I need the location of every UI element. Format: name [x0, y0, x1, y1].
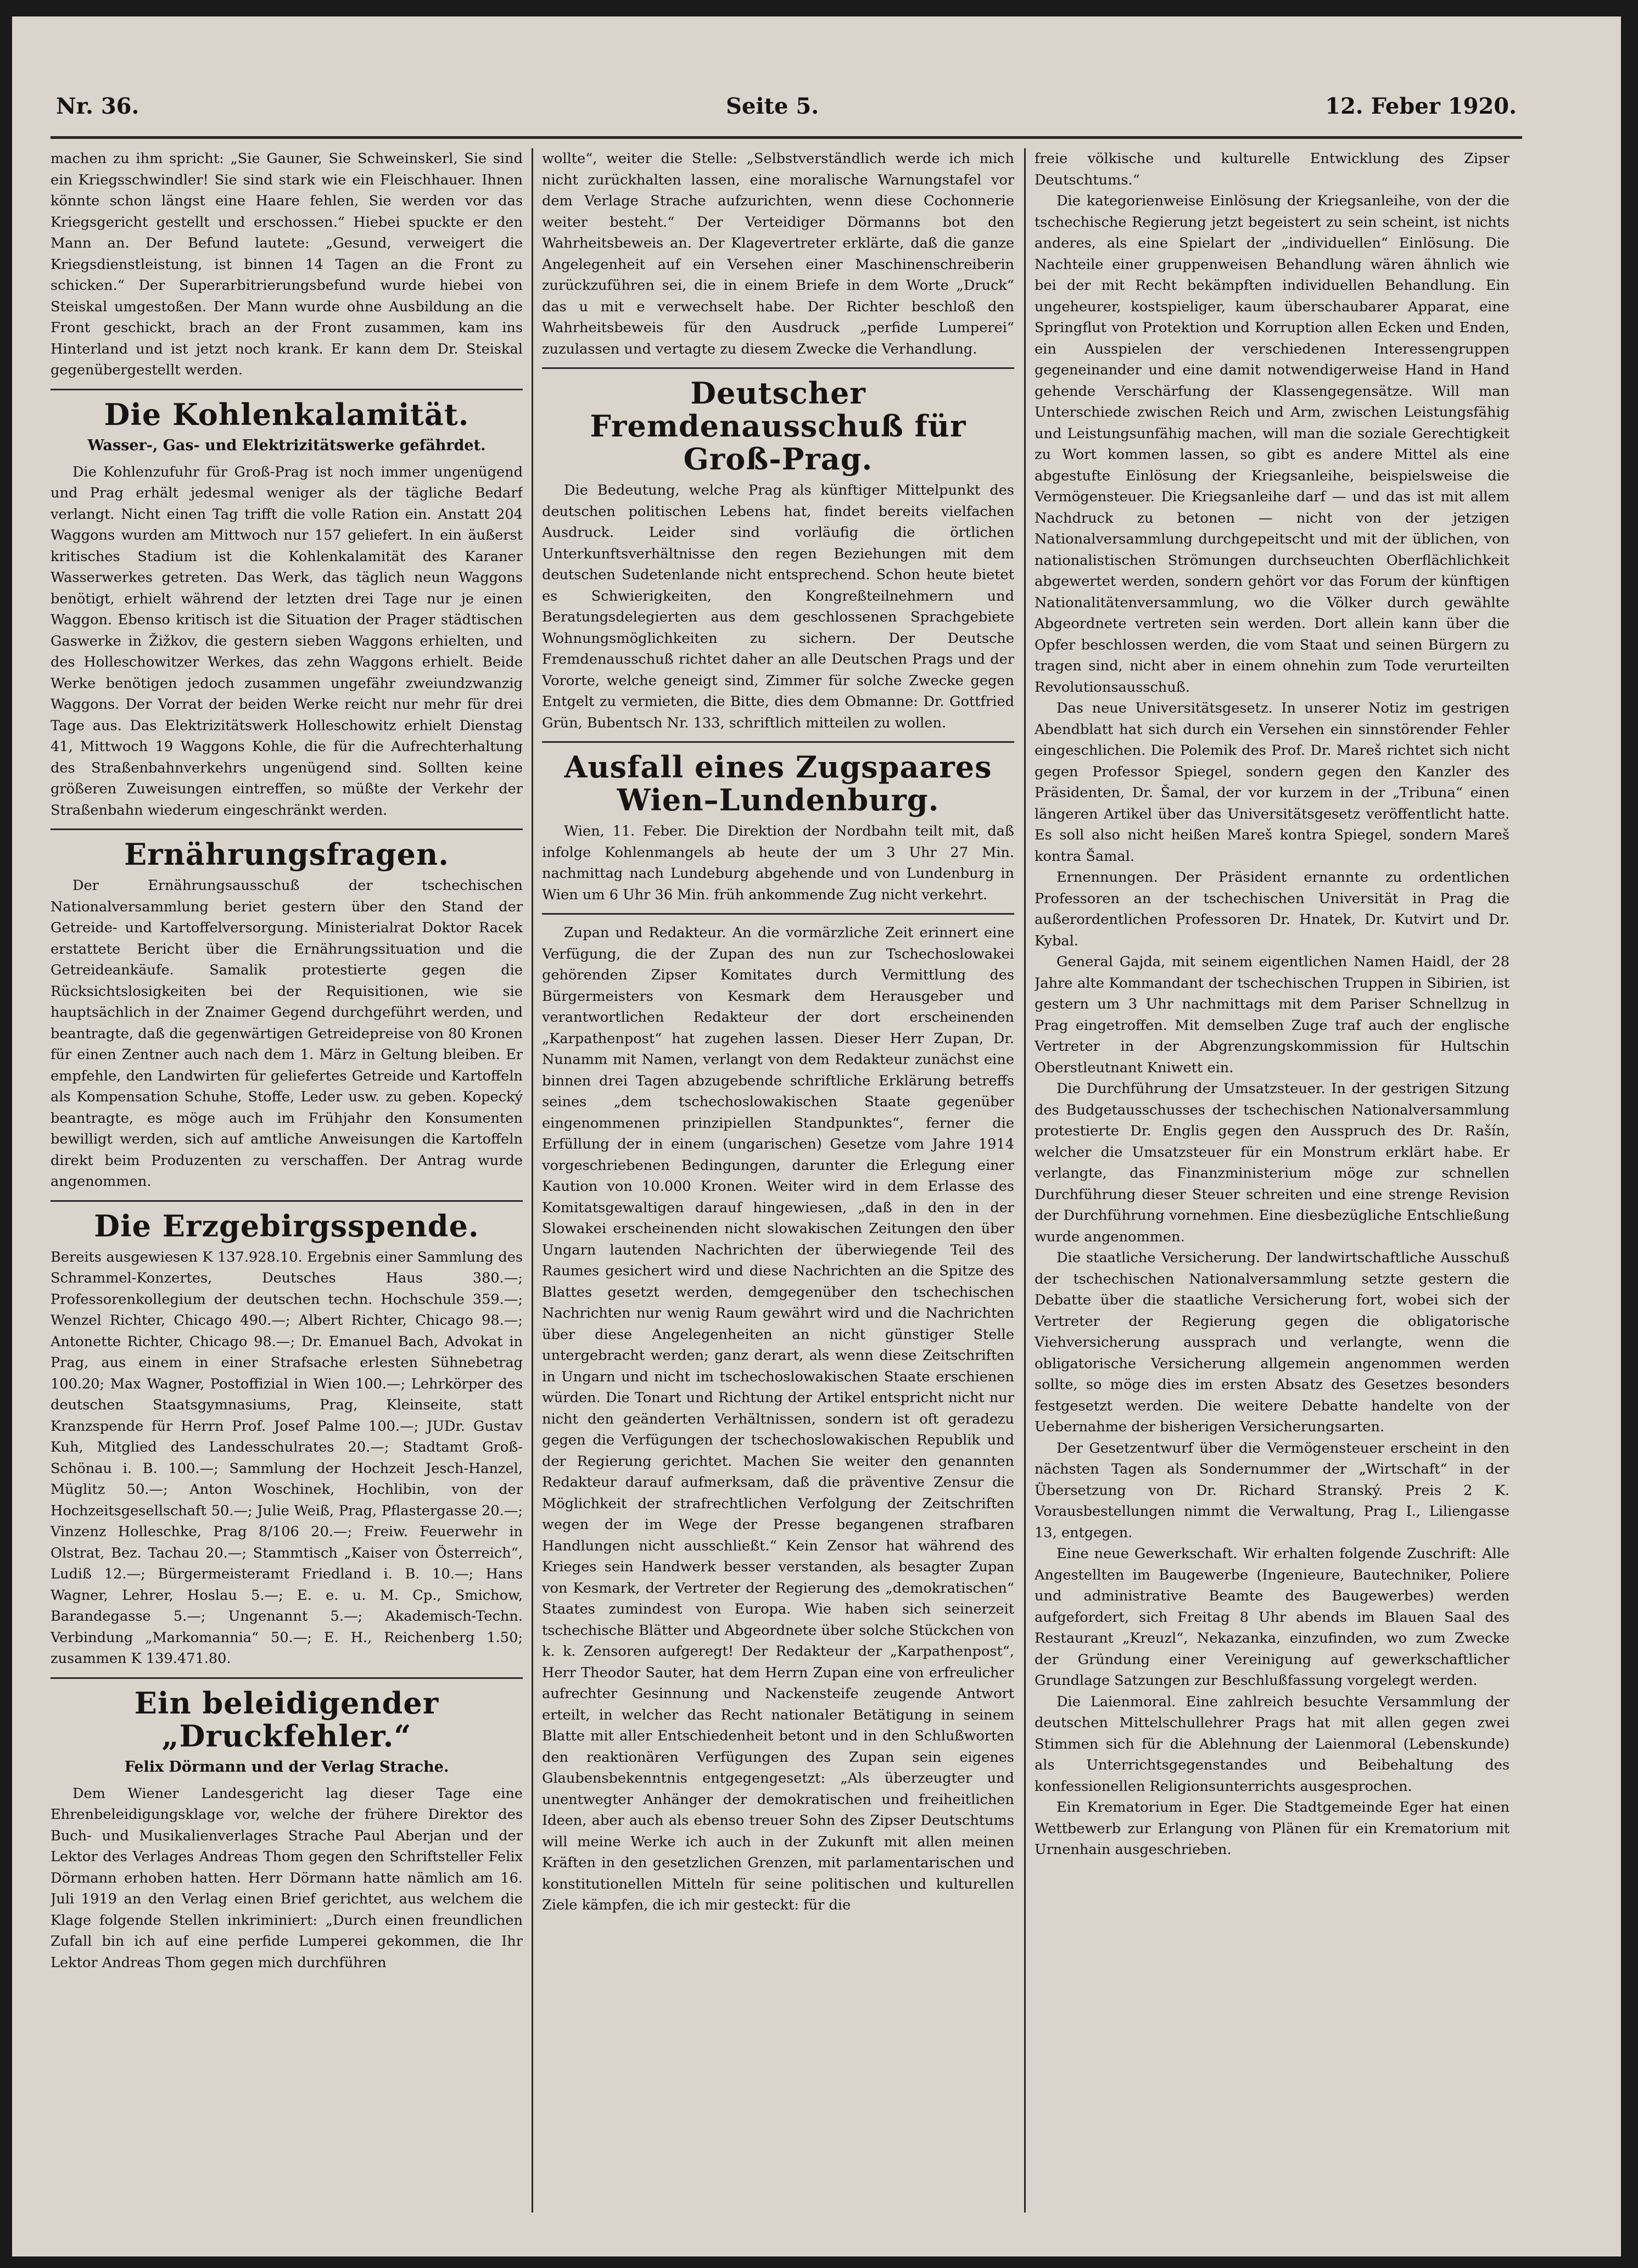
article-separator [51, 1200, 523, 1202]
article-separator [542, 741, 1014, 743]
column-3 [1035, 148, 1510, 2229]
article-separator [51, 828, 523, 830]
article-subheadline: Felix Dörmann und der Verlag Strache. [124, 1758, 449, 1776]
article-continuation: freie völkische und kulturelle Entwicklung des Zipser Deutschtums.“ [1035, 150, 1510, 188]
article-headline: Ernährungsfragen. [124, 837, 450, 872]
column-2 [542, 148, 1014, 2229]
article-body: Wien, 11. Feber. Die Direktion der Nordbahn teilt mit, daß infolge Kohlenmangels ab heute der um 3 Uhr 27 Min. nachmittag nach Lundeburg abgehende und von Lundenburg in Wien um 6 Uhr 36 Min. früh ankommende Zug nicht verkehrt. [542, 823, 1014, 903]
article-body: Die Kohlenzufuhr für Groß-Prag ist noch immer ungenügend und Prag erhält jedesmal weniger als der tägliche Bedarf verlangt. Nicht einen Tag trifft die volle Ration ein. Anstatt 204 Waggons wurden am Mittwoch nur 157 geliefert. In ein äußerst kritisches Stadium ist die Kohlenkalamität des Karaner Wasserwerkes getreten. Das Werk, das täglich neun Waggons benötigt, erhielt während der letzten drei Tage nur je einen Waggon. Ebenso kritisch ist die Situation der Prager städtischen Gaswerke in Žižkov, die gestern sieben Waggons erhielten, und des Holleschowitzer Werkes, das zehn Waggons erhielt. Beide Werke benötigen jedoch zusammen ungefähr zweiundzwanzig Waggons. Der Vorrat der beiden Werke reicht nur mehr für drei Tage aus. Das Elektrizitätswerk Holleschowitz erhielt Dienstag 41, Mittwoch 19 Waggons Kohle, die für die Aufrechterhaltung des Straßenbahnverkehrs ungenügend sind. Sollten keine größeren Zuweisungen eintreffen, so müßte der Verkehr der Straßenbahn wiederum eingeschränkt werden. [51, 463, 523, 819]
article-separator [51, 1677, 523, 1679]
article-body: Zupan und Redakteur. An die vormärzliche Zeit erinnert eine Verfügung, die der Zupan des nun zur Tschechoslowakei gehörenden Zipser Komitates durch Vermittlung des Bürgermeisters von Kesmark dem Herausgeber und verantwortlichen Redakteur der dort erscheinenden „Karpathenpost“ hat zugehen lassen. Dieser Herr Zupan, Dr. Nunamm mit Namen, verlangt von dem Redakteur zunächst eine binnen drei Tagen abzugebende schriftliche Erklärung betreffs seines „dem tschechoslowakischen Staate gegenüber eingenommenen prinzipiellen Standpunktes“, ferner die Erfüllung der in einem (ungarischen) Gesetze vom Jahre 1914 vorgeschriebenen Bedingungen, darunter die Erlegung einer Kaution von 10.000 Kronen. Weiter wird in dem Erlasse des Komitatsgewaltigen darauf hingewiesen, „daß in den in der Slowakei erscheinenden nicht slowakischen Zeitungen den über Ungarn lautenden Nachrichten der überwiegende Teil des Raumes gesichert wird und diese Nachrichten an die Spitze des Blattes gesetzt werden, demgegenüber den tschechischen Nachrichten nur wenig Raum gewährt wird und die Nachrichten über diese Angelegenheiten an nicht günstiger Stelle untergebracht werden; ganz derart, als wenn diese Zeitschriften in Ungarn und nicht im tschechoslowakischen Staate erschienen würden. Die Tonart und Richtung der Artikel entspricht nicht nur nicht den geänderten Verhältnissen, sondern ist oft geradezu gegen die Verfügungen der tschechoslowakischen Republik und der Regierung gerichtet. Machen Sie weiter den genannten Redakteur darauf aufmerksam, daß die präventive Zensur die Möglichkeit der strafrechtlichen Verfolgung der Zeitschriften wegen der im Wege der Presse begangenen strafbaren Handlungen nicht ausschließt.“ Kein Zensor hat während des Krieges sein Handwerk besser verstanden, als besagter Zupan von Kesmark, der Vertreter der Regierung des „demokratischen“ Staates zumindest von Europa. Wie haben sich seinerzeit tschechische Blätter und Abgeordnete über solche Stückchen von k. k. Zensoren aufgeregt! Der Redakteur der „Karpathenpost“, Herr Theodor Sauter, hat dem Herrn Zupan eine von erfreulicher aufrechter Gesinnung und Nackensteife zeugende Antwort erteilt, in welcher das Recht nationaler Betätigung in seinem Blatte mit aller Entschiedenheit betont und in den Schlußworten den reaktionären Verfügungen des Zupan sein eigenes Glaubensbekenntnis entgegengesetzt: „Als überzeugter und unentwegter Anhänger der demokratischen und freiheitlichen Ideen, aber auch als ebenso treuer Sohn des Zipser Deutschtums will meine Werke ich auch in der Zukunft mit allen meinen Kräften in den gesetzlichen Grenzen, mit parlamentarischen und konstitutionellen Mitteln für seine politischen und kulturellen Ziele kämpfen, die ich mir gesteckt: für die [542, 925, 1014, 1913]
article-subheadline: Wasser-, Gas- und Elektrizitätswerke gefährdet. [87, 436, 486, 454]
article-separator [542, 913, 1014, 915]
issue-date: 12. Feber 1920. [1325, 93, 1517, 119]
article-headline: Ein beleidigender „Druckfehler.“ [134, 1685, 439, 1754]
article-body: Der Ernährungsausschuß der tschechischen Nationalversammlung beriet gestern über den Stand der Getreide- und Kartoffelversorgung. Ministerialrat Doktor Racek erstattete Bericht über die Ernährungssituation und die Getreideankäufe. Samalik protestierte gegen die Rücksichtslosigkeiten bei der Requisitionen, wie sie hauptsächlich in der Znaimer Gegend durchgeführt werden, und beantragte, daß die gegenwärtigen Getreidepreise von 80 Kronen für einen Zentner auch nach dem 1. März in Geltung bleiben. Er empfehle, den Landwirten für geliefertes Getreide und Kartoffeln als Kompensation Schuhe, Stoffe, Leder usw. zu geben. Kopecký beantragte, es möge auch im Frühjahr den Konsumenten bewilligt werden, sich auf amtliche Anweisungen die Kartoffeln direkt beim Produzenten zu verschaffen. Der Antrag wurde angenommen. [51, 877, 523, 1190]
news-item: Der Gesetzentwurf über die Vermögensteuer erscheint in den nächsten Tagen als Sondernummer der „Wirtschaft“ in der Übersetzung von Dr. Richard Stranský. Preis 2 K. Vorausbestellungen nimmt die Verwaltung, Prag I., Liliengasse 13, entgegen. [1035, 1440, 1510, 1541]
article-continuation: machen zu ihm spricht: „Sie Gauner, Sie Schweinskerl, Sie sind ein Kriegsschwindler! Sie sind stark wie ein Fleischhauer. Ihnen könnte schon längst eine Haare fehlen, Sie werden vor das Kriegsgericht gestellt und erschossen.“ Hiebei spuckte er den Mann an. Der Befund lautete: „Gesund, verweigert die Kriegsdienstleistung, ist binnen 14 Tagen an die Front zu schicken.“ Der Superarbitrierungsbefund wurde hiebei von Steiskal umgestoßen. Der Mann wurde ohne Ausbildung an die Front geschickt, brach an der Front zusammen, kam ins Hinterland und ist jetzt noch krank. Er kann dem Dr. Steiskal gegenübergestellt werden. [51, 150, 523, 378]
issue-number: Nr. 36. [56, 93, 139, 119]
column-1 [51, 148, 523, 2229]
newspaper-page [12, 16, 1621, 2256]
news-item: Die staatliche Versicherung. Der landwirtschaftliche Ausschuß der tschechischen Nationalversammlung setzte gestern die Debatte über die staatliche Versicherung fort, wobei sich der Vertreter der Regierung gegen die obligatorische Viehversicherung aussprach und verlangte, wenn die obligatorische Versicherung allgemein angenommen werden sollte, so möge dies im ersten Absatz des Gesetzes besonders festgesetzt werden. Die weitere Debatte handelte von der Uebernahme der bisherigen Versicherungsarten. [1035, 1250, 1510, 1435]
news-item: Die Durchführung der Umsatzsteuer. In der gestrigen Sitzung des Budgetausschusses der tschechischen Nationalversammlung protestierte Dr. Englis gegen den Ausspruch des Dr. Rašín, welcher die Umsatzsteuer für ein Monstrum erklärt habe. Er verlangte, das Finanzministerium möge zur schnellen Durchführung dieser Steuer schreiten und eine strenge Revision der Durchführung vornehmen. Eine diesbezügliche Entschließung wurde angenommen. [1035, 1080, 1510, 1245]
news-item: Ein Krematorium in Eger. Die Stadtgemeinde Eger hat einen Wettbewerb zur Erlangung von Plänen für ein Krematorium mit Urnenhain ausgeschrieben. [1035, 1799, 1510, 1858]
news-item: General Gajda, mit seinem eigentlichen Namen Haidl, der 28 Jahre alte Kommandant der tschechischen Truppen in Sibirien, ist gestern um 3 Uhr nachmittags mit dem Pariser Schnellzug in Prag eingetroffen. Mit demselben Zuge traf auch der englische Vertreter in der Abgrenzungskommission für Hultschin Oberstleutnant Kniwett ein. [1035, 954, 1510, 1076]
article-body: Dem Wiener Landesgericht lag dieser Tage eine Ehrenbeleidigungsklage vor, welche der frühere Direktor des Buch- und Musikalienverlages Strache Paul Aberjan und der Lektor des Verlages Andreas Thom gegen den Schriftsteller Felix Dörmann erhoben hatten. Herr Dörmann hatte nämlich am 16. Juli 1919 an den Verlag einen Brief gerichtet, aus welchem die Klage folgende Stellen inkriminiert: „Durch einen freundlichen Zufall bin ich auf eine perfide Lumperei gekommen, die Ihr Lektor Andreas Thom gegen mich durchführen [51, 1785, 523, 1971]
news-item: Die Laienmoral. Eine zahlreich besuchte Versammlung der deutschen Mittelschullehrer Prags hat mit allen gegen zwei Stimmen sich für die Ablehnung der Laienmoral (Lebenskunde) als Unterrichtsgegenstandes und Beibehaltung des konfessionellen Religionsunterrichts ausgesprochen. [1035, 1693, 1510, 1795]
page-number: Seite 5. [726, 93, 819, 119]
article-continuation: wollte“, weiter die Stelle: „Selbstverständlich werde ich mich nicht zurückhalten lassen, eine moralische Warnungstafel vor dem Verlage Strache aufzurichten, wenn diese Cochonnerie weiter besteht.“ Der Verteidiger Dörmanns bot den Wahrheitsbeweis an. Der Klagevertreter erklärte, daß die ganze Angelegenheit auf ein Versehen einer Maschinenschreiberin zurückzuführen sei, die in einem Briefe in dem Worte „Druck“ das u mit e verwechselt habe. Der Richter beschloß den Wahrheitsbeweis für den Ausdruck „perfide Lumperei“ zuzulassen und vertagte zu diesem Zwecke die Verhandlung. [542, 150, 1014, 357]
article-headline: Deutscher Fremdenausschuß für Groß-Prag. [590, 376, 966, 477]
news-item: Das neue Universitätsgesetz. In unserer Notiz im gestrigen Abendblatt hat sich durch ein Versehen ein sinnstörender Fehler eingeschlichen. Die Polemik des Prof. Dr. Mareš richtet sich nicht gegen Professor Spiegel, sondern gegen den Kanzler des Präsidenten, Dr. Šamal, der vor kurzem in der „Tribuna“ einen längeren Artikel über das Universitätsgesetz veröffentlicht hatte. Es soll also nicht heißen Mareš kontra Spiegel, sondern Mareš kontra Šamal. [1035, 700, 1510, 865]
article-headline: Ausfall eines Zugspaares Wien–Lundenburg. [564, 749, 992, 817]
article-separator [542, 367, 1014, 369]
column-rule [532, 148, 533, 2213]
news-item: Ernennungen. Der Präsident ernannte zu ordentlichen Professoren an der tschechischen Universität in Prag die außerordentlichen Professoren Dr. Hnatek, Dr. Kutvirt und Dr. Kybal. [1035, 869, 1510, 949]
news-item: Die kategorienweise Einlösung der Kriegsanleihe, von der die tschechische Regierung jetzt begeistert zu sein scheint, ist nichts anderes, als eine Spielart der „individuellen“ Einlösung. Die Nachteile einer gruppenweisen Behandlung wären ähnlich wie bei der mit Recht bekämpften individuellen Behandlung. Ein ungeheurer, kostspieliger, kaum überschaubarer Apparat, eine Springflut von Protektion und Korruption allen Ecken und Enden, ein Ausspielen der verschiedenen Interessengruppen gegeneinander und eine damit notwendigerweise Hand in Hand gehende Verschärfung der Klassengegensätze. Will man Unterschiede zwischen Reich und Arm, zwischen Leistungsfähig und Leistungsunfähig machen, will man die soziale Gerechtigkeit zu Wort kommen lassen, so gibt es andere Mittel als eine abgestufte Einlösung der Kriegsanleihe, beispielsweise die Vermögensteuer. Die Kriegsanleihe darf — und das ist mit allem Nachdruck zu betonen — nicht von der jetzigen Nationalversammlung durchgepeitscht und mit der üblichen, von nationalistischen Strömungen durchseuchten Oberflächlichkeit abgewertet werden, sondern gehört vor das Forum der künftigen Nationalitätenversammlung, wo die Völker durch gewählte Abgeordnete vertreten sein werden. Dort allein kann über die Opfer beschlossen werden, die vom Staat und seinen Bürgern zu tragen sind, nicht aber in einem ohnehin zum Tode verurteilten Revolutionsausschuß. [1035, 193, 1510, 696]
article-body: Die Bedeutung, welche Prag als künftiger Mittelpunkt des deutschen politischen Lebens hat, findet bereits vielfachen Ausdruck. Leider sind vorläufig die örtlichen Unterkunftsverhältnisse den regen Beziehungen mit dem deutschen Sudetenlande nicht entsprechend. Schon heute bietet es Schwierigkeiten, den Kongreßteilnehmern und Beratungsdelegierten aus dem geschlossenen Sprachgebiete Wohnungsmöglichkeiten zu sichern. Der Deutsche Fremdenausschuß richtet daher an alle Deutschen Prags und der Vororte, welche geneigt sind, Zimmer für solche Zwecke gegen Entgelt zu vermieten, die Bitte, dies dem Obmanne: Dr. Gottfried Grün, Bubentsch Nr. 133, schriftlich mitteilen zu wollen. [542, 482, 1014, 731]
column-rule [1024, 148, 1026, 2213]
article-body: Bereits ausgewiesen K 137.928.10. Ergebnis einer Sammlung des Schrammel-Konzertes, Deutsches Haus 380.—; Professorenkollegium der deutschen techn. Hochschule 359.—; Wenzel Richter, Chicago 490.—; Albert Richter, Chicago 98.—; Antonette Richter, Chicago 98.—; Dr. Emanuel Bach, Advokat in Prag, aus einem in einer Strafsache erlesten Sühnebetrag 100.20; Max Wagner, Postoffizial in Wien 100.—; Lehrkörper des deutschen Staatsgymnasiums, Prag, Kleinseite, statt Kranzspende für Herrn Prof. Josef Palme 100.—; JUDr. Gustav Kuh, Mitglied des Landesschulrates 20.—; Stadtamt Groß-Schönau i. B. 100.—; Sammlung der Hochzeit Jesch-Hanzel, Müglitz 50.—; Anton Woschinek, Hochlibin, von der Hochzeitsgesellschaft 50.—; Julie Weiß, Prag, Pflastergasse 20.—; Vinzenz Holleschke, Prag 8/106 20.—; Freiw. Feuerwehr in Olstrat, Bez. Tachau 20.—; Stammtisch „Kaiser von Österreich“, Ludiß 12.—; Bürgermeisteramt Friedland i. B. 10.—; Hans Wagner, Lehrer, Hoslau 5.—; E. e. u. M. Cp., Smichow, Barandegasse 5.—; Ungenannt 5.—; Akademisch-Techn. Verbindung „Markomannia“ 50.—; E. H., Reichenberg 1.50; zusammen K 139.471.80. [51, 1248, 523, 1667]
article-headline: Die Erzgebirgsspende. [94, 1208, 479, 1244]
header-rule [51, 136, 1522, 139]
news-item: Eine neue Gewerkschaft. Wir erhalten folgende Zuschrift: Alle Angestellten im Baugewerbe (Ingenieure, Bautechniker, Poliere und administrative Beamte des Baugewerbes) werden aufgefordert, sich Freitag 8 Uhr abends im Blauen Saal des Restaurant „Kreuzl“, Nekazanka, einzufinden, wo zum Zwecke der Gründung einer Vereinigung auf gewerkschaftlicher Grundlage Satzungen zur Beschlußfassung vorgelegt werden. [1035, 1545, 1510, 1689]
page-header [56, 93, 1517, 132]
article-headline: Die Kohlenkalamität. [104, 396, 469, 432]
article-separator [51, 389, 523, 390]
